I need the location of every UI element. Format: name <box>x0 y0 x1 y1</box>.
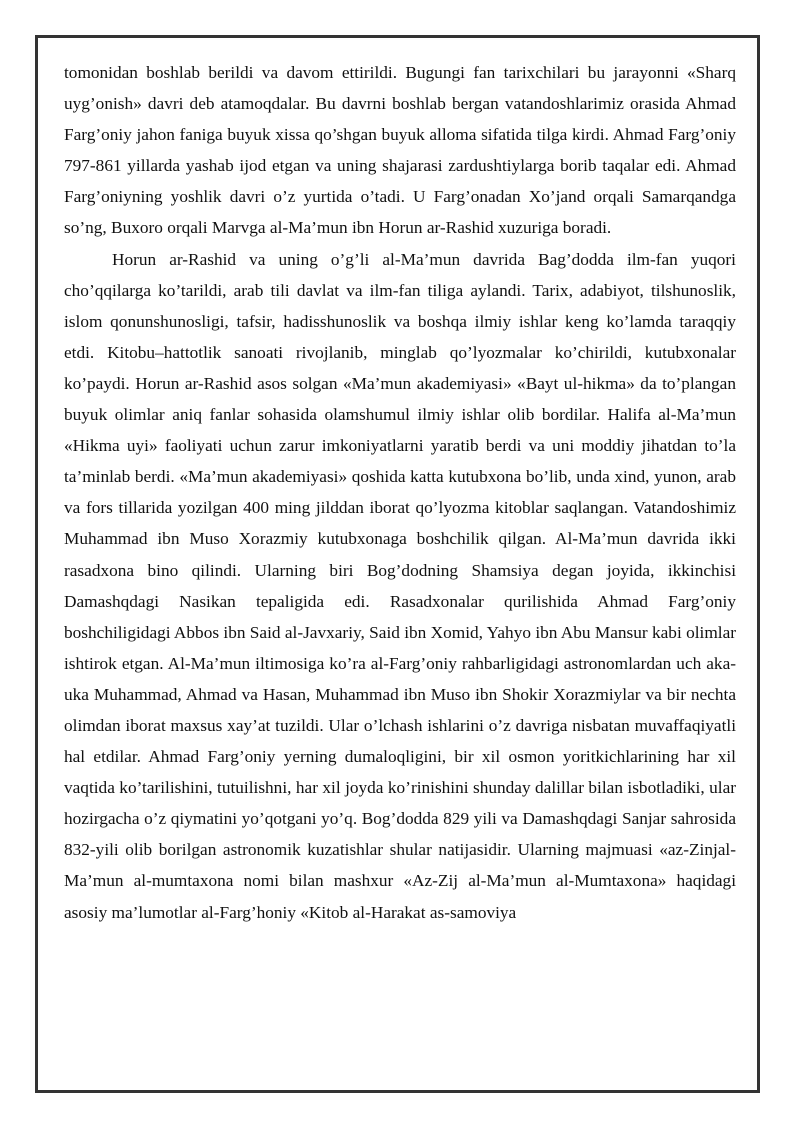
document-body <box>64 57 736 928</box>
paragraph-2: Horun ar-Rashid va uning o’g’li al-Ma’mun davrida Bag’dodda ilm-fan yuqori cho’qqilarga ko’tarildi, arab tili davlat va ilm-fan tiliga aylandi. Tarix, adabiyot, tilshunoslik, islom qonunshunosligi, tafsir, hadisshunoslik va boshqa ilmiy ishlar keng ko’lamda taraqqiy etdi. Kitobu–hattotlik sanoati rivojlanib, minglab qo’lyozmalar ko’chirildi, kutubxonalar ko’paydi. Horun ar-Rashid asos solgan «Ma’mun akademiyasi» «Bayt ul-hikma» da to’plangan buyuk olimlar aniq fanlar sohasida olamshumul ilmiy ishlar olib bordilar. Halifa al-Ma’mun «Hikma uyi» faoliyati uchun zarur imkoniyatlarni yaratib berdi va uni moddiy jihatdan to’la ta’minlab berdi. «Ma’mun akademiyasi» qoshida katta kutubxona bo’lib, unda xind, yunon, arab va fors tillarida yozilgan 400 ming jilddan iborat qo’lyozma kitoblar saqlangan. Vatandoshimiz Muhammad ibn Muso Xorazmiy kutubxonaga boshchilik qilgan. Al-Ma’mun davrida ikki rasadxona bino qilindi. Ularning biri Bog’dodning Shamsiya degan joyida, ikkinchisi Damashqdagi Nasikan tepaligida edi. Rasadxonalar qurilishida Ahmad Farg’oniy boshchiligidagi Abbos ibn Said al-Javxariy, Said ibn Xomid, Yahyo ibn Abu Mansur kabi olimlar ishtirok etgan. Al-Ma’mun iltimosiga ko’ra al-Farg’oniy rahbarligidagi astronomlardan uch aka-uka Muhammad, Ahmad va Hasan, Muhammad ibn Muso ibn Shokir Xorazmiylar va bir nechta olimdan iborat maxsus xay’at tuzildi. Ular o’lchash ishlarini o’z davriga nisbatan muvaffaqiyatli hal etdilar. Ahmad Farg’oniy yerning dumaloqligini, bir xil osmon yoritkichlarining har xil vaqtida ko’tarilishini, tutuilishni, har xil joyda ko’rinishini shunday dalillar bilan isbotladiki, ular hozirgacha o’z qiymatini yo’qotgani yo’q. Bog’dodda 829 yili va Damashqdagi Sanjar sahrosida 832-yili olib borilgan astronomik kuzatishlar shular natijasidir. Ularning majmuasi «az-Zinjal-Ma’mun al-mumtaxona nomi bilan mashxur «Az-Zij al-Ma’mun al-Mumtaxona» haqidagi asosiy ma’lumotlar al-Farg’honiy «Kitob al-Harakat as-samoviya <box>64 249 736 922</box>
paragraph-1: tomonidan boshlab berildi va davom ettirildi. Bugungi fan tarixchilari bu jarayonni «Sharq uyg’onish» davri deb atamoqdalar. Bu davrni boshlab bergan vatandoshlarimiz orasida Ahmad Farg’oniy jahon faniga buyuk xissa qo’shgan buyuk alloma sifatida tilga kirdi. Ahmad Farg’oniy 797-861 yillarda yashab ijod etgan va uning shajarasi zardushtiylarga borib taqalar edi. Ahmad Farg’oniyning yoshlik davri o’z yurtida o’tadi. U Farg’onadan Xo’jand orqali Samarqandga so’ng, Buxoro orqali Marvga al-Ma’mun ibn Horun ar-Rashid xuzuriga boradi. <box>64 63 736 238</box>
